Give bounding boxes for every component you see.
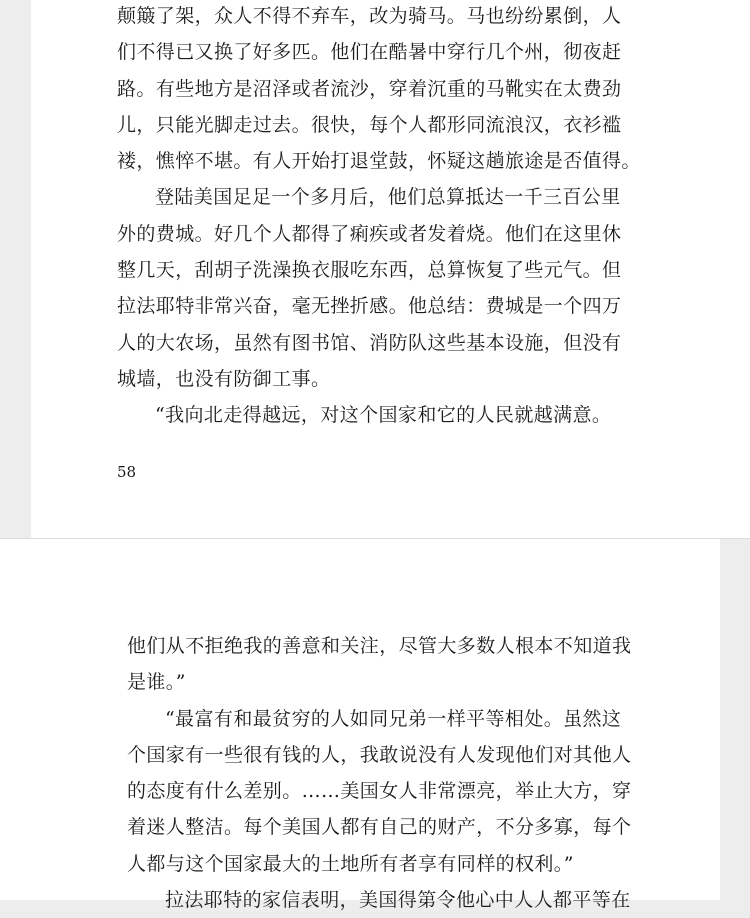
text-line: 的态度有什么差别。……美国女人非常漂亮，举止大方，穿 xyxy=(127,780,632,803)
text-line: 们不得已又换了好多匹。他们在酷暑中穿行几个州，彻夜赶 xyxy=(117,41,622,64)
text-line: 颠簸了架，众人不得不弃车，改为骑马。马也纷纷累倒，人 xyxy=(117,5,622,27)
page-text xyxy=(127,628,642,918)
text-line: 拉法耶特非常兴奋，毫无挫折感。他总结：费城是一个四万 xyxy=(117,295,622,318)
page-number: 58 xyxy=(117,463,137,481)
book-page-58 xyxy=(31,0,750,538)
text-line: 拉法耶特的家信表明，美国得第令他心中人人都平等在 xyxy=(165,889,631,912)
text-line: 个国家有一些很有钱的人，我敢说没有人发现他们对其他人 xyxy=(127,743,632,766)
text-line: 着迷人整洁。每个美国人都有自己的财产，不分多寡，每个 xyxy=(127,816,632,839)
text-line: 他们从不拒绝我的善意和关注，尽管大多数人根本不知道我 xyxy=(127,635,632,657)
book-page-59 xyxy=(0,539,720,912)
text-line: 路。有些地方是沼泽或者流沙，穿着沉重的马靴实在太费劲 xyxy=(117,77,622,100)
text-line: 整几天，刮胡子洗澡换衣服吃东西，总算恢复了些元气。但 xyxy=(117,259,622,282)
text-line: 人的大农场，虽然有图书馆、消防队这些基本设施，但没有 xyxy=(117,331,622,354)
text-line: 外的费城。好几个人都得了痢疾或者发着烧。他们在这里休 xyxy=(117,222,622,245)
text-line: 登陆美国足足一个多月后，他们总算抵达一千三百公里 xyxy=(155,186,621,209)
page-text xyxy=(117,0,641,434)
text-line: 人都与这个国家最大的土地所有者享有同样的权利。” xyxy=(127,852,574,875)
text-line: 儿，只能光脚走过去。很快，每个人都形同流浪汉，衣衫褴 xyxy=(117,113,622,136)
text-line: 是谁。” xyxy=(127,671,186,694)
text-line: “最富有和最贫穷的人如同兄弟一样平等相处。虽然这 xyxy=(165,707,622,730)
text-line: “我向北走得越远，对这个国家和它的人民就越满意。 xyxy=(155,404,612,427)
text-line: 褛，憔悴不堪。有人开始打退堂鼓，怀疑这趟旅途是否值得。 xyxy=(117,150,641,173)
text-line: 城墙，也没有防御工事。 xyxy=(117,367,331,390)
